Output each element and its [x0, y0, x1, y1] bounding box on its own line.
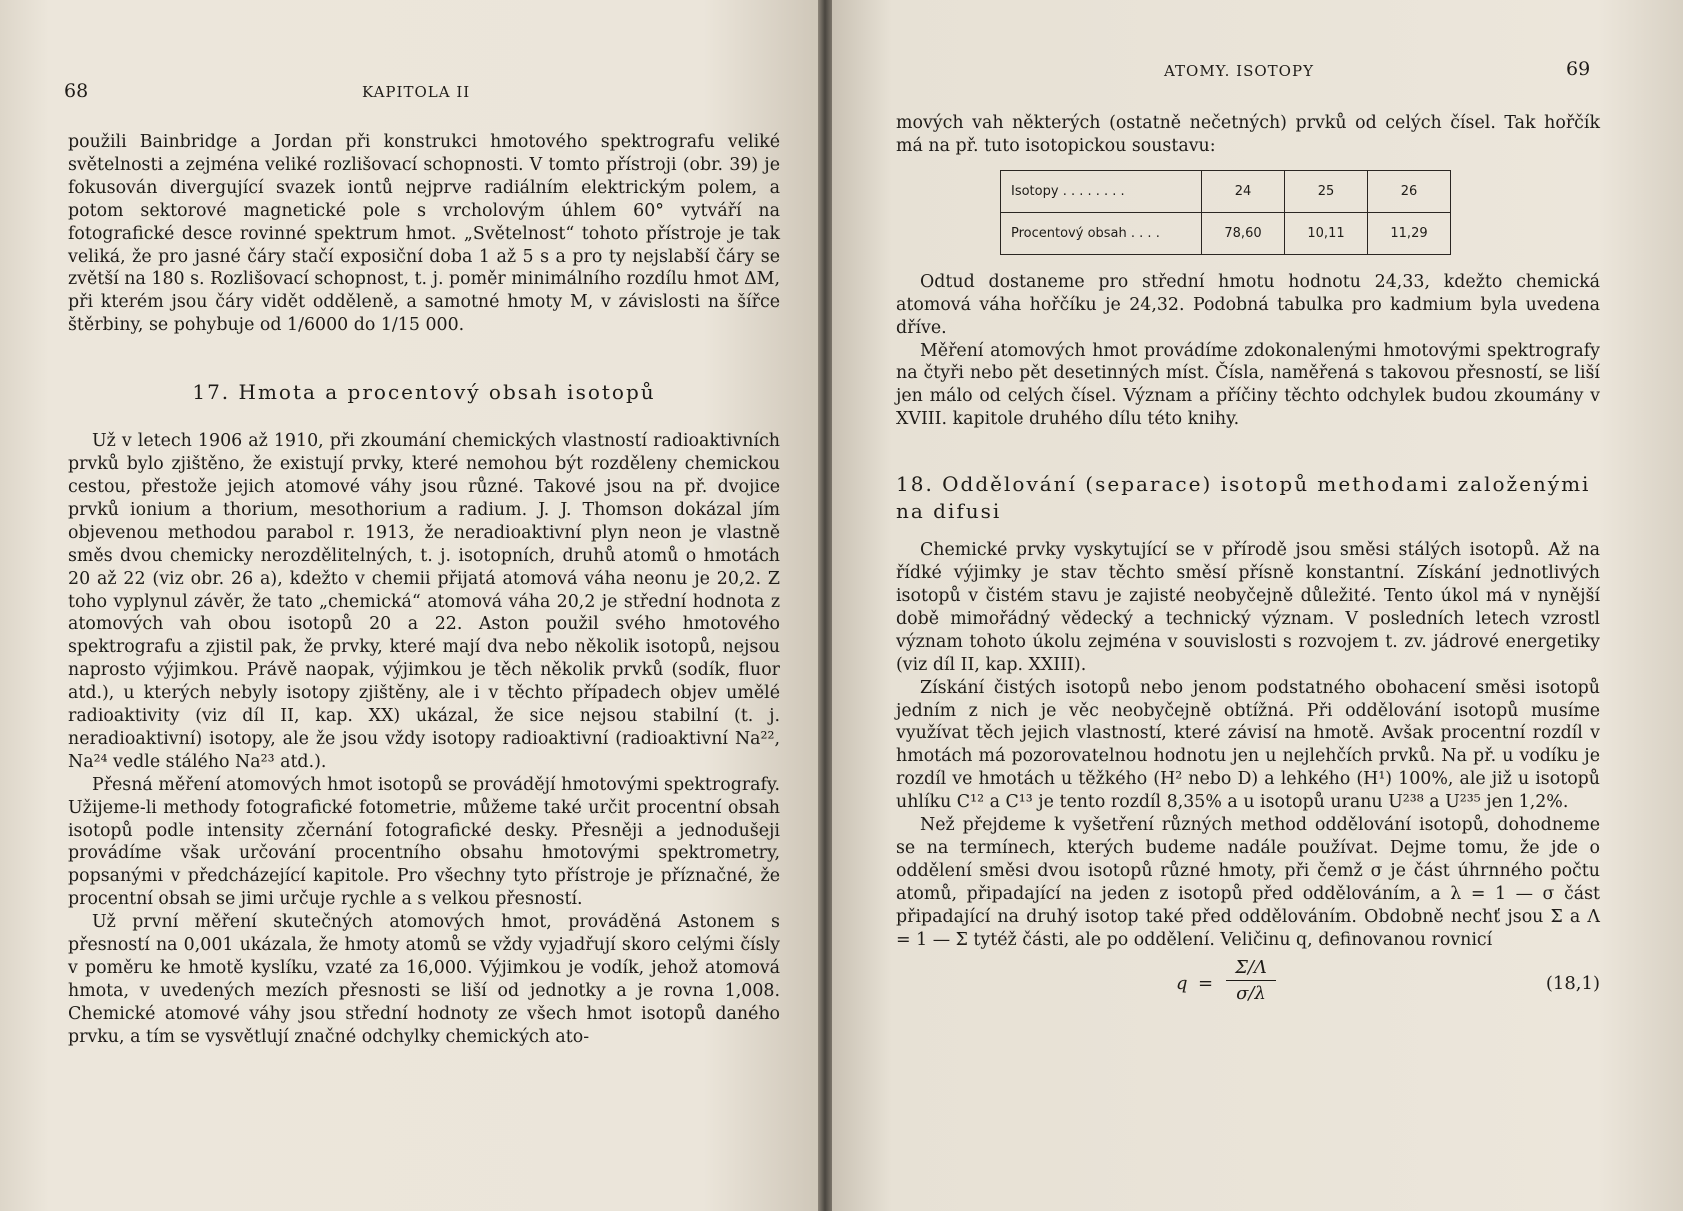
equation-equals: =: [1198, 973, 1214, 995]
table-cell: 26: [1368, 170, 1451, 212]
table-row: [1001, 212, 1451, 254]
paragraph: Už první měření skutečných atomových hmot, prováděná Astonem s přesností na 0,001 ukázala, že hmoty atomů se vždy vyjadřují skoro celými čísly v poměru ke hmotě kyslíku, vzaté za 16,000. Výjimkou je vodík, jehož atomová hmota, v uvedených mezích přesnosti se liší od jednotky a je rovna 1,008. Chemické atomové váhy jsou střední hodnoty ze všech hmot isotopů daného prvku, a tím se vysvětlují značné odchylky chemických ato-: [68, 912, 780, 1047]
table-cell: 24: [1202, 170, 1285, 212]
book-gutter: [818, 0, 832, 1211]
left-page-body: [68, 131, 780, 1049]
paragraph: Odtud dostaneme pro střední hmotu hodnotu 24,33, kdežto chemická atomová váha hořčíku je 24,32. Podobná tabulka pro kadmium byla uvedena dříve.: [896, 271, 1600, 338]
paragraph: mových vah některých (ostatně nečetných) prvků od celých čísel. Tak hořčík má na př. tuto isotopickou soustavu:: [896, 113, 1600, 156]
paragraph: Získání čistých isotopů nebo jenom podstatného obohacení směsi isotopů jedním z nich je věc neobyčejně obtížná. Při oddělování isotopů musíme využívat těch jejich vlastností, které závisí na hmotě. Avšak procentní rozdíl v hmotách má pozorovatelnou hodnotu jen u nejlehčích prvků. Na př. u vodíku je rozdíl ve hmotách u těžkého (H² nebo D) a lehkého (H¹) 100%, ale již u isotopů uhlíku C¹² a C¹³ je tento rozdíl 8,35% a u isotopů uranu U²³⁸ a U²³⁵ jen 1,2%.: [896, 677, 1600, 813]
table-cell: 25: [1285, 170, 1368, 212]
table-cell: 11,29: [1368, 212, 1451, 254]
right-page-body: [896, 112, 1600, 1013]
table-row: [1001, 170, 1451, 212]
page-number: 69: [1566, 58, 1591, 80]
table-cell: Procentový obsah . . . .: [1001, 212, 1202, 254]
table-cell: 10,11: [1285, 212, 1368, 254]
equation-denominator: σ/λ: [1236, 983, 1266, 1005]
paragraph: Než přejdeme k vyšetření různých method oddělování isotopů, dohodneme se na termínech, kterých budeme nadále používat. Dejme tomu, že jde o oddělení směsi dvou isotopů různé hmoty, při čemž σ je část úhrnného počtu atomů, připadající na jeden z isotopů před oddělováním, a λ = 1 — σ část připadající na druhý isotop také před oddělováním. Obdobně nechť jsou Σ a Λ = 1 — Σ tytéž části, ale po oddělení. Veličinu q, definovanou rovnicí: [896, 815, 1600, 950]
equation-lhs: q: [1176, 973, 1188, 995]
table-cell: Isotopy . . . . . . . .: [1001, 170, 1202, 212]
paragraph: Už v letech 1906 až 1910, při zkoumání chemických vlastností radioaktivních prvků bylo zjištěno, že existují prvky, které nemohou být rozděleny chemickou cestou, přestože jejich atomové váhy jsou různé. Takové jsou na př. dvojice prvků ionium a thorium, mesothorium a radium. J. J. Thomson dokázal jím objevenou methodou parabol r. 1913, že neradioaktivní plyn neon je vlastně směs dvou chemicky nerozdělitelných, t. j. isotopních, druhů atomů o hmotách 20 až 22 (viz obr. 26 a), kdežto v chemii přijatá atomová váha neonu je 20,2. Z toho vyplynul závěr, že tato „chemická“ atomová váha 20,2 je střední hodnota z atomových vah obou isotopů 20 a 22. Aston použil svého hmotového spektrografu a zjistil pak, že prvky, které mají dva nebo několik isotopů, nejsou naprosto výjimkou. Právě naopak, výjimkou je těch několik prvků (sodík, fluor atd.), u kterých nebyly isotopy zjištěny, ale i v těchto případech objev umělé radioaktivity (viz díl II, kap. XX) ukázal, že sice nejsou stabilní (t. j. neradioaktivní) isotopy, ale že jsou vždy isotopy radioaktivní (radioaktivní Na²², Na²⁴ vedle stálého Na²³ atd.).: [68, 431, 780, 772]
paragraph: použili Bainbridge a Jordan při konstrukci hmotového spektrografu veliké světelnosti a zejména veliké rozlišovací schopnosti. V tomto přístroji (obr. 39) je fokusován divergující svazek iontů nejprve radiálním elektrickým polem, a potom sektorové magnetické pole s vrcholovým úhlem 60° vytváří na fotografické desce rovinné spektrum hmot. „Světelnost“ tohoto přístroje je tak veliká, že pro jasné čáry stačí exposiční doba 1 až 5 s a pro ty nejslabší čáry se zvětší na 180 s. Rozlišovací schopnost, t. j. poměr minimálního rozdílu hmot ΔM, při kterém jsou čáry vidět odděleně, a samotné hmoty M, v závislosti na šířce štěrbiny, se pohybuje od 1/6000 do 1/15 000.: [68, 132, 780, 336]
equation: [896, 955, 1600, 1013]
paragraph: Přesná měření atomových hmot isotopů se provádějí hmotovými spektrografy. Užijeme-li methody fotografické fotometrie, můžeme také určit procentní obsah isotopů podle intensity zčernání fotografické desky. Přesněji a jednodušeji provádíme však určování procentního obsahu hmotovými spektrometry, popsanými v předcházející kapitole. Pro všechny tyto přístroje je příznačné, že procentní obsah se jimi určuje rychle a s velkou přesností.: [68, 774, 780, 910]
paragraph: Měření atomových hmot provádíme zdokonalenými hmotovými spektrografy na čtyři nebo pět desetinných míst. Čísla, naměřená s takovou přesností, se liší jen málo od celých čísel. Význam a příčiny těchto odchylek budou zkoumány v XVIII. kapitole druhého dílu této knihy.: [896, 340, 1600, 430]
paragraph: Chemické prvky vyskytující se v přírodě jsou směsi stálých isotopů. Až na řídké výjimky je stav těchto směsí přísně konstantní. Získání jednotlivých isotopů v čistém stavu je zajisté neobyčejně důležité. Tento úkol má v nynější době mimořádný vědecký a technický význam. V posledních letech vzrostl význam tohoto úkolu zejména v souvislosti s rozvojem t. zv. jádrové energetiky (viz díl II, kap. XXIII).: [896, 540, 1600, 675]
section-heading: 18. Oddělování (separace) isotopů methodami založenými na difusi: [896, 472, 1591, 524]
running-head: ATOMY. ISOTOPY: [1164, 62, 1314, 80]
equation-fraction: [1226, 957, 1276, 1004]
equation-numerator: Σ/Λ: [1226, 957, 1276, 981]
isotope-table: [1000, 170, 1451, 255]
section-heading: 17. Hmota a procentový obsah isotopů: [192, 380, 656, 405]
running-head: KAPITOLA II: [362, 83, 471, 101]
table-cell: 78,60: [1202, 212, 1285, 254]
equation-number: (18,1): [1545, 973, 1600, 995]
page-number: 68: [64, 80, 89, 102]
